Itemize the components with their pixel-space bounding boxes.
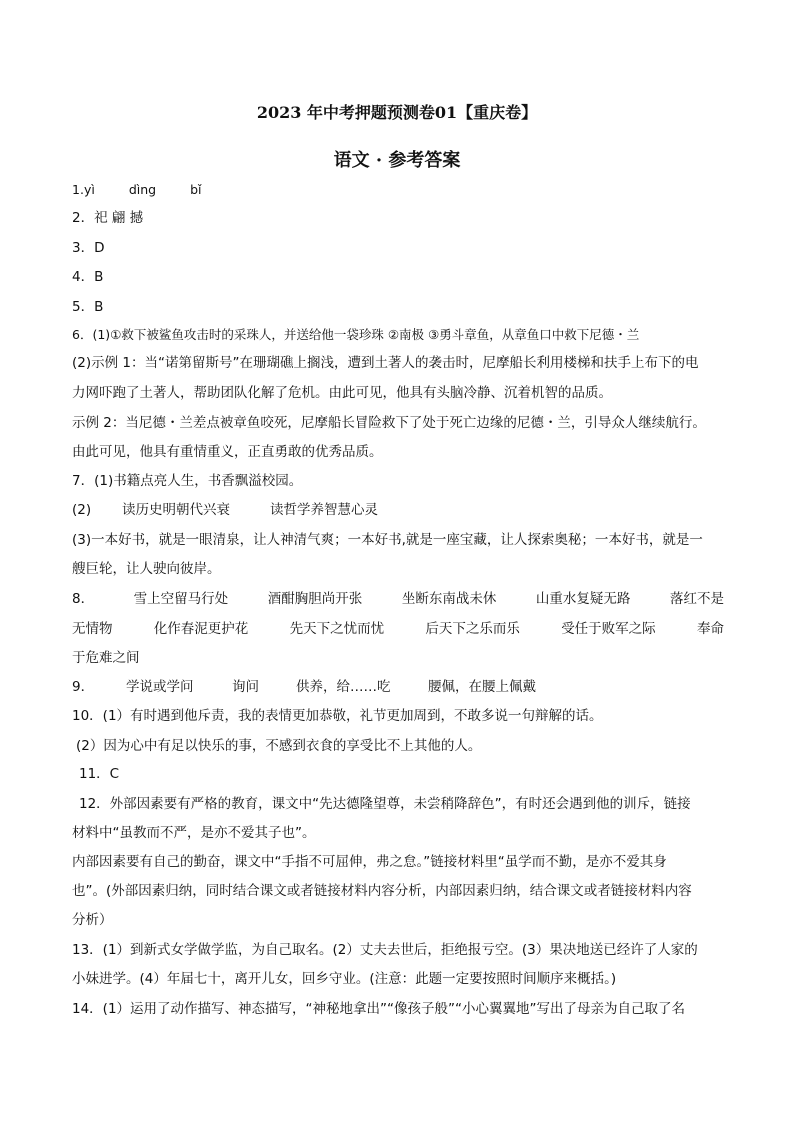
q1-pinyin-3: bǐ	[190, 182, 202, 197]
exam-title: 2023 年中考押题预测卷01【重庆卷】	[256, 103, 538, 122]
q8-item: 坐断东南战未休	[401, 591, 497, 607]
answer-q12-line5: 分析）	[72, 912, 113, 928]
answer-q12-line4: 也”。(外部因素归纳，同时结合课文或者链接材料内容分析，内部因素归纳，结合课文或者链接材料内容	[72, 883, 692, 899]
q8-item: 后天下之乐而乐	[425, 621, 520, 637]
answer-q5: 5．B	[72, 299, 104, 315]
answer-q1	[72, 180, 202, 200]
q9-item-3: 供养，给……吃	[296, 679, 391, 695]
answer-q10-part2: (2）因为心中有足以快乐的事，不感到衣食的享受比不上其他的人。	[76, 738, 482, 754]
answer-q7-part3-line2: 艘巨轮，让人驶向彼岸。	[72, 561, 221, 577]
q8-item: 先天下之忧而忧	[289, 621, 385, 637]
q9-item-1: 学说或学问	[126, 679, 194, 695]
q8-item: 奉命	[696, 621, 724, 637]
answer-q6-example2-line2: 由此可见，他具有重情重义，正直勇敢的优秀品质。	[72, 444, 383, 460]
answer-q12-line3: 内部因素要有自己的勤奋，课文中“手指不可屈伸，弗之怠。”链接材料里“虽学而不勤，是亦不爱其身	[72, 854, 667, 870]
answer-q11: 11．C	[79, 766, 120, 782]
q1-pinyin-1: yì	[83, 182, 95, 197]
q8-item: 酒酣胸胆尚开张	[267, 591, 363, 607]
q9-item-2: 询问	[232, 679, 259, 695]
q1-number: 1.	[72, 182, 84, 197]
answer-key-title: 语文 · 参考答案	[333, 150, 461, 171]
q8-number: 8．	[72, 591, 95, 607]
q8-item: 化作春泥更护花	[153, 621, 249, 637]
answer-q12-line2: 材料中“虽教而不严，是亦不爱其子也”。	[72, 825, 316, 841]
answer-q8-row3: 于危难之间	[72, 650, 140, 666]
q8-item: 雪上空留马行处	[133, 591, 229, 607]
answer-q10-part1: 10．(1）有时遇到他斥责，我的表情更加恭敬，礼节更加周到，不敢多说一句辩解的话。	[72, 708, 603, 724]
q8-item: 落红不是	[669, 591, 724, 607]
answer-q9	[72, 677, 724, 697]
q9-item-4: 腰佩，在腰上佩戴	[428, 679, 536, 695]
q9-number: 9．	[72, 679, 95, 695]
answer-q6-example2-line1: 示例 2：当尼德・兰差点被章鱼咬死，尼摩船长冒险救下了处于死亡边缘的尼德・兰，引导众人继续航行。	[72, 415, 706, 431]
answer-q14-line1: 14．(1）运用了动作描写、神态描写，“神秘地拿出”“像孩子般”“小心翼翼地”写出了母亲为自己取了名	[72, 1001, 685, 1017]
answer-q7-part3-line1: (3)一本好书，就是一眼清泉，让人神清气爽；一本好书,就是一座宝藏，让人探索奥秘；一本好书，就是一	[72, 532, 703, 548]
answer-q6-part2-line1: (2)示例 1：当“诺第留斯号”在珊瑚礁上搁浅，遭到土著人的袭击时，尼摩船长利用楼梯和扶手上布下的电	[72, 355, 699, 371]
q7-2-item-2: 读哲学养智慧心灵	[270, 502, 378, 518]
answer-q12-line1: 12．外部因素要有严格的教育，课文中“先达德隆望尊，未尝稍降辞色”，有时还会遇到他的训斥，链接	[79, 796, 691, 812]
answer-q7-part1: 7．(1)书籍点亮人生，书香飘溢校园。	[72, 473, 303, 489]
answer-q4: 4．B	[72, 269, 104, 285]
q7-2-item-1: 读历史明朝代兴衰	[122, 502, 230, 518]
answer-q2: 2．祀 翩 撼	[72, 210, 144, 226]
answer-q3: 3．D	[72, 240, 105, 256]
q1-pinyin-2: dìng	[128, 182, 157, 197]
answer-q6-part2-line2: 力网吓跑了土著人，帮助团队化解了危机。由此可见，他具有头脑冷静、沉着机智的品质。	[72, 385, 612, 401]
answer-q13-line1: 13．(1）到新式女学做学监，为自己取名。(2）丈夫去世后，拒绝报亏空。(3）果决地送已经许了人家的	[72, 942, 698, 958]
q8-item: 山重水复疑无路	[535, 591, 631, 607]
answer-q13-line2: 小妹进学。(4）年届七十，离开儿女，回乡守业。(注意：此题一定要按照时间顺序来概括。)	[72, 971, 617, 987]
q8-item: 受任于败军之际	[561, 621, 656, 637]
q7-2-number: (2)	[72, 502, 92, 518]
answer-q8-row1	[72, 589, 724, 609]
answer-q7-part2	[72, 500, 724, 520]
answer-q6-part1: 6．(1)①救下被鲨鱼攻击时的采珠人，并送给他一袋珍珠 ②南极 ③勇斗章鱼，从章鱼口中救下尼德・兰	[72, 327, 640, 342]
q8-item: 无情物	[72, 621, 113, 637]
answer-q8-row2	[72, 619, 724, 639]
